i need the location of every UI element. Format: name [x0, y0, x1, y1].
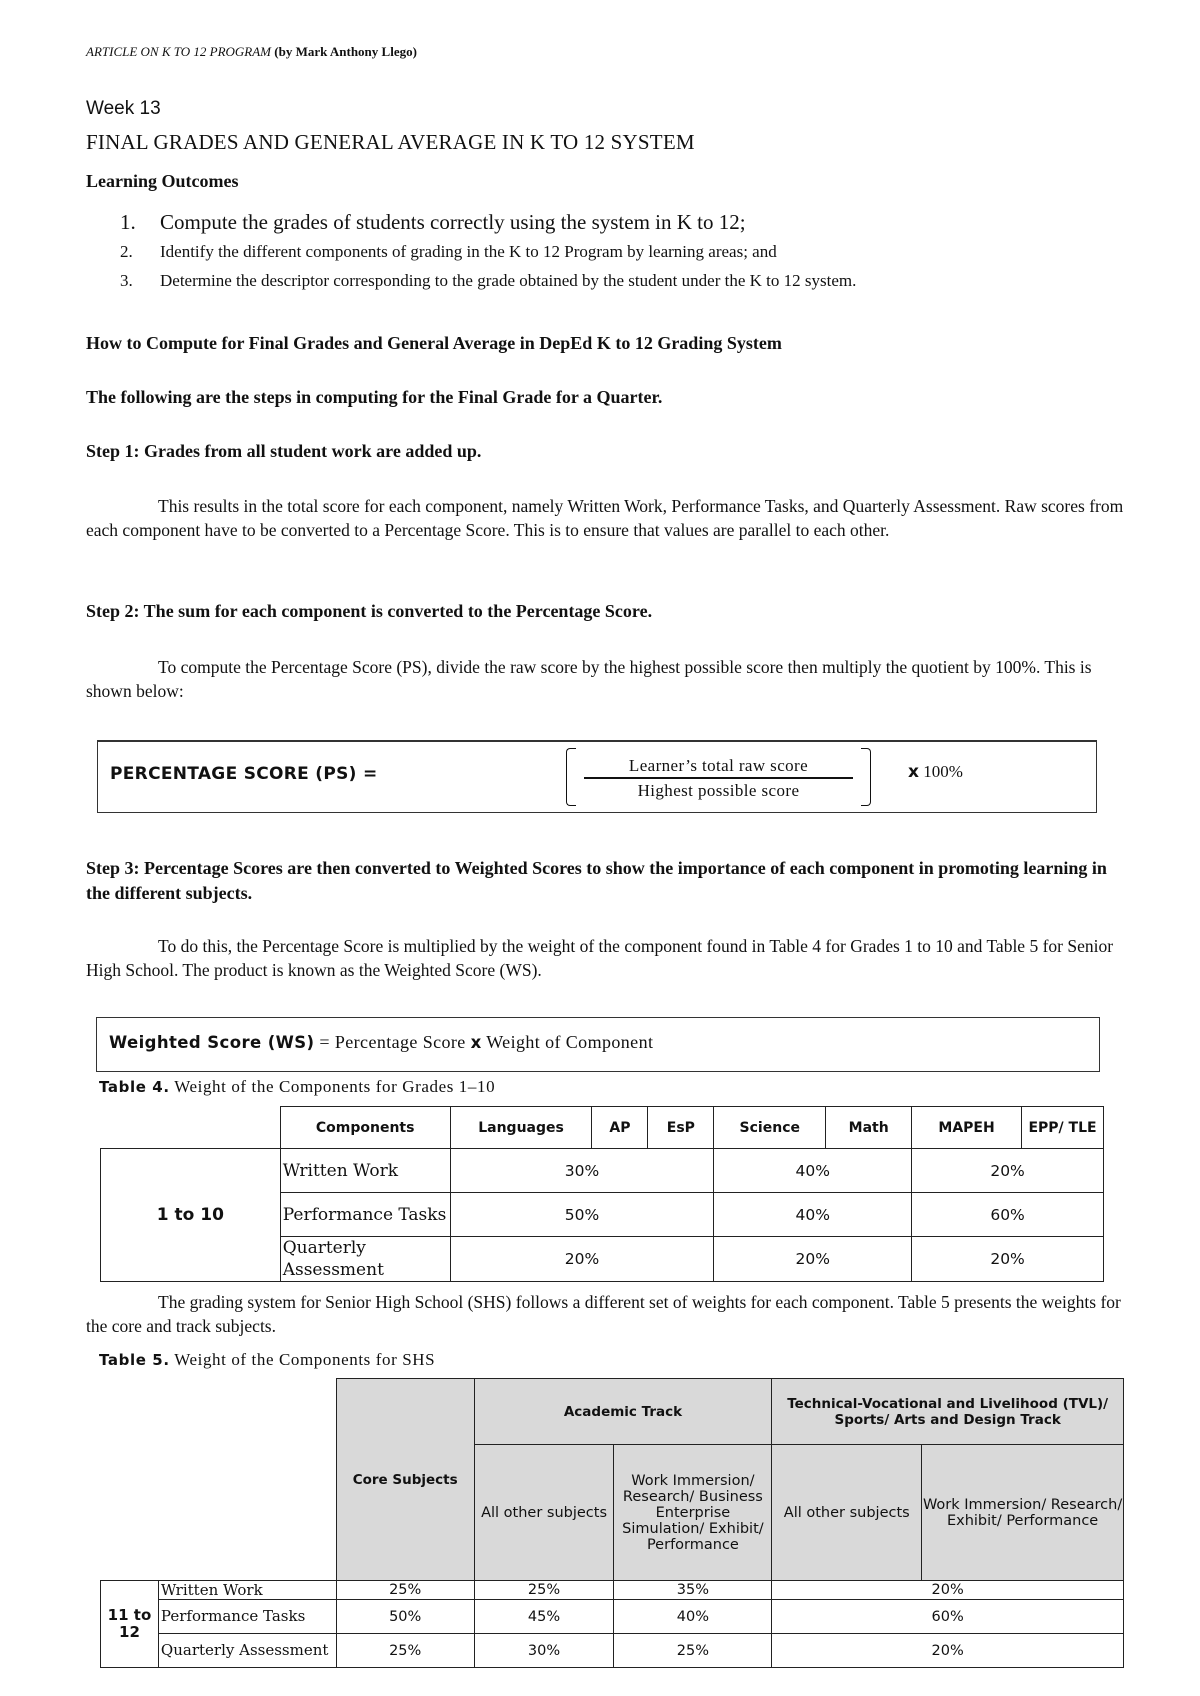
- step1-text: This results in the total score for each component, namely Written Work, Performance Tasks, and Quarterly Assessment. Raw scores from each component have to be converted to a Percentage Score. This is to ensure that values are parallel to each other.: [86, 496, 1124, 540]
- value-cell: 20%: [772, 1581, 1124, 1600]
- table5-caption-text: Weight of the Components for SHS: [174, 1350, 436, 1369]
- column-header: EsP: [648, 1107, 714, 1149]
- weighted-score-formula: [96, 1017, 1100, 1072]
- value-cell: 45%: [474, 1600, 614, 1634]
- formula-multiplier: [908, 762, 963, 782]
- table4-caption-text: Weight of the Components for Grades 1–10: [174, 1077, 496, 1096]
- table-5-weights-shs: [100, 1378, 1124, 1668]
- step1-heading: Step 1: Grades from all student work are added up.: [86, 441, 482, 461]
- ws-label: Weighted Score (WS): [109, 1033, 315, 1052]
- grade-range-cell: 11 to 12: [101, 1581, 159, 1668]
- shs-text: The grading system for Senior High School (SHS) follows a different set of weights for each component. Table 5 presents the weights for the core and track subjects.: [86, 1292, 1121, 1336]
- page-title: FINAL GRADES AND GENERAL AVERAGE IN K TO 12 SYSTEM: [86, 130, 695, 154]
- ws-times-sign: x: [470, 1033, 482, 1052]
- component-cell: Quarterly Assessment: [158, 1634, 336, 1668]
- value-cell: 50%: [336, 1600, 474, 1634]
- value-cell: 60%: [772, 1600, 1124, 1634]
- core-subjects-header: Core Subjects: [336, 1379, 474, 1581]
- value-cell: 30%: [474, 1634, 614, 1668]
- table4-caption-label: Table 4.: [99, 1078, 170, 1096]
- value-cell: 40%: [714, 1193, 912, 1237]
- how-to-heading: How to Compute for Final Grades and General Average in DepEd K to 12 Grading System: [86, 333, 782, 353]
- tvl-track-header: Technical-Vocational and Livelihood (TVL)/ Sports/ Arts and Design Track: [772, 1379, 1124, 1445]
- column-header: Science: [714, 1107, 826, 1149]
- multiplier-value: 100%: [923, 762, 963, 781]
- value-cell: 25%: [336, 1634, 474, 1668]
- column-header: EPP/ TLE: [1022, 1107, 1104, 1149]
- step2-heading: Step 2: The sum for each component is converted to the Percentage Score.: [86, 601, 653, 621]
- ws-rest: Weight of Component: [486, 1032, 654, 1052]
- sub-header: Work Immersion/ Research/ Business Enterprise Simulation/ Exhibit/ Performance: [614, 1445, 772, 1581]
- formula-fraction: [566, 748, 871, 806]
- value-cell: 40%: [714, 1149, 912, 1193]
- value-cell: 25%: [474, 1581, 614, 1600]
- article-header: [86, 44, 417, 60]
- step3-text: To do this, the Percentage Score is multiplied by the weight of the component found in Table 4 for Grades 1 to 10 and Table 5 for Senior High School. The product is known as the Weighted Score (WS).: [86, 936, 1114, 980]
- value-cell: 25%: [336, 1581, 474, 1600]
- academic-track-header: Academic Track: [474, 1379, 772, 1445]
- value-cell: 20%: [772, 1634, 1124, 1668]
- value-cell: 50%: [450, 1193, 714, 1237]
- sub-header: All other subjects: [474, 1445, 614, 1581]
- week-label: Week 13: [86, 98, 161, 119]
- learning-outcomes-list: [120, 208, 1120, 295]
- left-bracket: [566, 748, 576, 806]
- column-header: MAPEH: [912, 1107, 1022, 1149]
- formula-numerator: Learner’s total raw score: [584, 756, 853, 779]
- value-cell: 20%: [714, 1237, 912, 1282]
- percentage-score-formula: [97, 740, 1097, 813]
- value-cell: 20%: [450, 1237, 714, 1282]
- step3-heading: Step 3: Percentage Scores are then converted to Weighted Scores to show the importance of each component in promoting learning in the different subjects.: [86, 858, 1107, 903]
- article-author: (by Mark Anthony Llego): [274, 44, 417, 59]
- list-item: [120, 237, 1120, 266]
- times-sign: x: [908, 762, 919, 782]
- right-bracket: [861, 748, 871, 806]
- table4-caption: [99, 1077, 495, 1097]
- list-number: 3.: [120, 271, 133, 290]
- list-text: Compute the grades of students correctly using the system in K to 12;: [160, 210, 746, 234]
- column-header: Math: [826, 1107, 912, 1149]
- step2-text: To compute the Percentage Score (PS), divide the raw score by the highest possible score then multiply the quotient by 100%. This is shown below:: [86, 657, 1092, 701]
- value-cell: 60%: [912, 1193, 1104, 1237]
- column-header: AP: [592, 1107, 648, 1149]
- component-cell: Written Work: [280, 1149, 450, 1193]
- table-row: [101, 1634, 1124, 1668]
- learning-outcomes-heading: Learning Outcomes: [86, 171, 239, 191]
- steps-intro: The following are the steps in computing for the Final Grade for a Quarter.: [86, 387, 663, 407]
- formula-label: PERCENTAGE SCORE (PS) =: [110, 764, 378, 784]
- empty-cell: [101, 1379, 337, 1581]
- component-cell: Written Work: [158, 1581, 336, 1600]
- ws-equals: = Percentage Score: [319, 1032, 466, 1052]
- value-cell: 35%: [614, 1581, 772, 1600]
- list-number: 2.: [120, 242, 133, 261]
- empty-cell: [101, 1107, 281, 1149]
- value-cell: 25%: [614, 1634, 772, 1668]
- component-cell: Quarterly Assessment: [280, 1237, 450, 1282]
- table5-caption: [99, 1350, 435, 1370]
- ws-formula-text: [109, 1032, 653, 1053]
- table5-caption-label: Table 5.: [99, 1351, 170, 1369]
- component-cell: Performance Tasks: [158, 1600, 336, 1634]
- formula-denominator: Highest possible score: [637, 781, 800, 800]
- article-title: ARTICLE ON K TO 12 PROGRAM: [86, 44, 272, 59]
- table-row: [101, 1149, 1104, 1193]
- table-4-weights-grades-1-10: [100, 1106, 1104, 1282]
- value-cell: 40%: [614, 1600, 772, 1634]
- table-row: [101, 1600, 1124, 1634]
- list-number: 1.: [120, 210, 136, 234]
- list-item: [120, 266, 1120, 295]
- component-cell: Performance Tasks: [280, 1193, 450, 1237]
- table-header-row: [101, 1107, 1104, 1149]
- list-text: Identify the different components of grading in the K to 12 Program by learning areas; and: [160, 242, 777, 261]
- list-item: [120, 208, 1120, 237]
- sub-header: Work Immersion/ Research/ Exhibit/ Performance: [922, 1445, 1124, 1581]
- value-cell: 30%: [450, 1149, 714, 1193]
- column-header: Components: [280, 1107, 450, 1149]
- table-row: [101, 1581, 1124, 1600]
- table-header-row: [101, 1379, 1124, 1445]
- grade-range-cell: 1 to 10: [101, 1149, 281, 1282]
- sub-header: All other subjects: [772, 1445, 922, 1581]
- value-cell: 20%: [912, 1149, 1104, 1193]
- column-header: Languages: [450, 1107, 592, 1149]
- list-text: Determine the descriptor corresponding to the grade obtained by the student under the K to 12 system.: [160, 271, 857, 290]
- value-cell: 20%: [912, 1237, 1104, 1282]
